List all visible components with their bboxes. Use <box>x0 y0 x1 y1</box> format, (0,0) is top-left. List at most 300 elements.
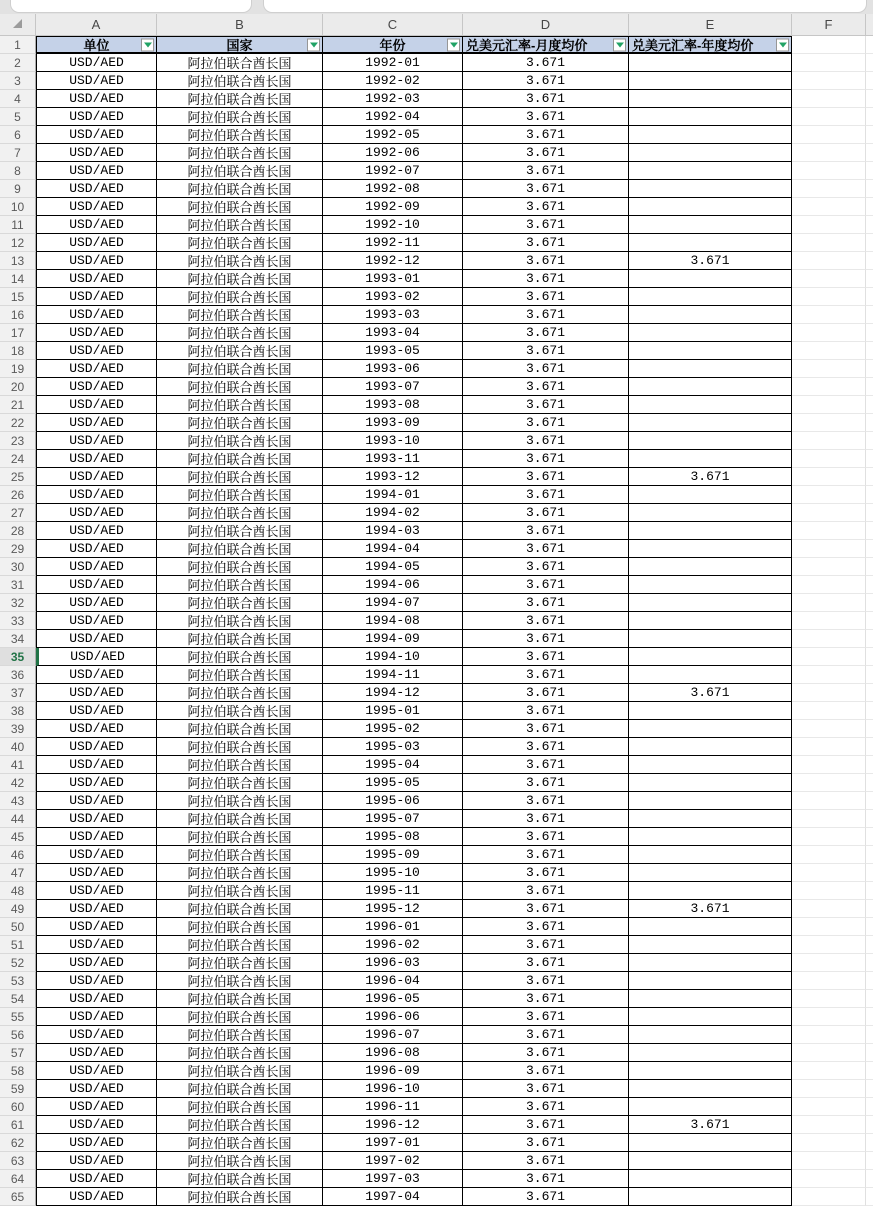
row-number[interactable]: 7 <box>0 144 36 162</box>
cell-empty-f[interactable] <box>792 252 866 270</box>
cell-empty-f[interactable] <box>792 324 866 342</box>
cell-yearly-rate[interactable] <box>629 306 792 324</box>
row-number[interactable]: 5 <box>0 108 36 126</box>
cell-empty-f[interactable] <box>792 1062 866 1080</box>
cell-yearly-rate[interactable] <box>629 342 792 360</box>
row-number[interactable]: 10 <box>0 198 36 216</box>
cell-empty-f[interactable] <box>792 126 866 144</box>
cell-monthly-rate[interactable]: 3.671 <box>463 306 629 324</box>
cell-date[interactable]: 1994-10 <box>323 648 463 666</box>
cell-yearly-rate[interactable] <box>629 126 792 144</box>
cell-empty-f[interactable] <box>792 288 866 306</box>
cell-date[interactable]: 1996-01 <box>323 918 463 936</box>
cell-country[interactable]: 阿拉伯联合酋长国 <box>157 540 323 558</box>
cell-empty-f[interactable] <box>792 1134 866 1152</box>
cell-country[interactable]: 阿拉伯联合酋长国 <box>157 504 323 522</box>
cell-date[interactable]: 1995-12 <box>323 900 463 918</box>
cell-monthly-rate[interactable]: 3.671 <box>463 126 629 144</box>
cell-unit[interactable]: USD/AED <box>36 72 157 90</box>
row-number[interactable]: 38 <box>0 702 36 720</box>
cell-empty-f[interactable] <box>792 630 866 648</box>
cell-yearly-rate[interactable] <box>629 1008 792 1026</box>
cell-yearly-rate[interactable] <box>629 1026 792 1044</box>
row-number[interactable]: 21 <box>0 396 36 414</box>
cell-monthly-rate[interactable]: 3.671 <box>463 900 629 918</box>
header-cell-country[interactable] <box>157 36 323 54</box>
cell-date[interactable]: 1996-06 <box>323 1008 463 1026</box>
cell-unit[interactable]: USD/AED <box>36 720 157 738</box>
cell-yearly-rate[interactable] <box>629 936 792 954</box>
cell-monthly-rate[interactable]: 3.671 <box>463 234 629 252</box>
cell-monthly-rate[interactable]: 3.671 <box>463 558 629 576</box>
cell-empty-f[interactable] <box>792 540 866 558</box>
cell-yearly-rate[interactable] <box>629 324 792 342</box>
cell-monthly-rate[interactable]: 3.671 <box>463 540 629 558</box>
cell-empty-f[interactable] <box>792 954 866 972</box>
cell-empty-f[interactable] <box>792 450 866 468</box>
cell-unit[interactable]: USD/AED <box>36 630 157 648</box>
cell-date[interactable]: 1994-08 <box>323 612 463 630</box>
cell-empty-f[interactable] <box>792 234 866 252</box>
cell-empty-f[interactable] <box>792 1170 866 1188</box>
cell-empty-f[interactable] <box>792 504 866 522</box>
cell-country[interactable]: 阿拉伯联合酋长国 <box>157 1152 323 1170</box>
cell-empty-f[interactable] <box>792 108 866 126</box>
cell-empty-f[interactable] <box>792 1116 866 1134</box>
cell-date[interactable]: 1995-01 <box>323 702 463 720</box>
cell-date[interactable]: 1997-01 <box>323 1134 463 1152</box>
cell-empty-f[interactable] <box>792 882 866 900</box>
cell-unit[interactable]: USD/AED <box>36 270 157 288</box>
cell-yearly-rate[interactable] <box>629 216 792 234</box>
cell-country[interactable]: 阿拉伯联合酋长国 <box>157 414 323 432</box>
cell-date[interactable]: 1994-09 <box>323 630 463 648</box>
column-header-f[interactable]: F <box>792 14 866 35</box>
cell-yearly-rate[interactable] <box>629 144 792 162</box>
row-number[interactable]: 37 <box>0 684 36 702</box>
cell-unit[interactable]: USD/AED <box>36 954 157 972</box>
cell-country[interactable]: 阿拉伯联合酋长国 <box>157 216 323 234</box>
cell-unit[interactable]: USD/AED <box>36 594 157 612</box>
cell-unit[interactable]: USD/AED <box>36 90 157 108</box>
column-header-d[interactable]: D <box>463 14 629 35</box>
row-number[interactable]: 62 <box>0 1134 36 1152</box>
cell-empty-f[interactable] <box>792 702 866 720</box>
cell-empty-f[interactable] <box>792 162 866 180</box>
cell-yearly-rate[interactable] <box>629 954 792 972</box>
cell-yearly-rate[interactable] <box>629 702 792 720</box>
row-number[interactable]: 57 <box>0 1044 36 1062</box>
cell-unit[interactable]: USD/AED <box>36 882 157 900</box>
cell-monthly-rate[interactable]: 3.671 <box>463 972 629 990</box>
cell-empty-f[interactable] <box>792 396 866 414</box>
row-number[interactable]: 23 <box>0 432 36 450</box>
cell-empty-f[interactable] <box>792 486 866 504</box>
cell-unit[interactable]: USD/AED <box>36 558 157 576</box>
row-number[interactable]: 45 <box>0 828 36 846</box>
cell-date[interactable]: 1995-07 <box>323 810 463 828</box>
cell-yearly-rate[interactable] <box>629 882 792 900</box>
cell-yearly-rate[interactable] <box>629 1062 792 1080</box>
cell-empty-f[interactable] <box>792 558 866 576</box>
cell-monthly-rate[interactable]: 3.671 <box>463 414 629 432</box>
formula-bar[interactable] <box>263 0 867 13</box>
cell-country[interactable]: 阿拉伯联合酋长国 <box>157 162 323 180</box>
cell-date[interactable]: 1992-03 <box>323 90 463 108</box>
row-number[interactable]: 44 <box>0 810 36 828</box>
cell-monthly-rate[interactable]: 3.671 <box>463 1044 629 1062</box>
cell-unit[interactable]: USD/AED <box>36 1080 157 1098</box>
cell-monthly-rate[interactable]: 3.671 <box>463 252 629 270</box>
cell-yearly-rate[interactable]: 3.671 <box>629 1116 792 1134</box>
cell-date[interactable]: 1993-01 <box>323 270 463 288</box>
cell-date[interactable]: 1997-03 <box>323 1170 463 1188</box>
cell-date[interactable]: 1992-10 <box>323 216 463 234</box>
cell-monthly-rate[interactable]: 3.671 <box>463 738 629 756</box>
cell-country[interactable]: 阿拉伯联合酋长国 <box>157 198 323 216</box>
cell-date[interactable]: 1996-07 <box>323 1026 463 1044</box>
cell-unit[interactable]: USD/AED <box>36 342 157 360</box>
cell-monthly-rate[interactable]: 3.671 <box>463 162 629 180</box>
filter-button-country[interactable] <box>307 38 320 51</box>
row-number[interactable]: 14 <box>0 270 36 288</box>
cell-country[interactable]: 阿拉伯联合酋长国 <box>157 468 323 486</box>
cell-yearly-rate[interactable] <box>629 450 792 468</box>
cell-empty-f[interactable] <box>792 720 866 738</box>
cell-unit[interactable]: USD/AED <box>36 936 157 954</box>
cell-date[interactable]: 1992-04 <box>323 108 463 126</box>
cell-country[interactable]: 阿拉伯联合酋长国 <box>157 1098 323 1116</box>
cell-empty-f[interactable] <box>792 594 866 612</box>
cell-country[interactable]: 阿拉伯联合酋长国 <box>157 576 323 594</box>
cell-monthly-rate[interactable]: 3.671 <box>463 72 629 90</box>
cell-date[interactable]: 1995-04 <box>323 756 463 774</box>
cell-yearly-rate[interactable] <box>629 864 792 882</box>
cell-monthly-rate[interactable]: 3.671 <box>463 648 629 666</box>
row-number[interactable]: 36 <box>0 666 36 684</box>
cell-monthly-rate[interactable]: 3.671 <box>463 936 629 954</box>
cell-monthly-rate[interactable]: 3.671 <box>463 594 629 612</box>
cell-monthly-rate[interactable]: 3.671 <box>463 918 629 936</box>
row-number[interactable]: 24 <box>0 450 36 468</box>
cell-date[interactable]: 1992-07 <box>323 162 463 180</box>
cell-unit[interactable]: USD/AED <box>36 666 157 684</box>
cell-monthly-rate[interactable]: 3.671 <box>463 468 629 486</box>
cell-monthly-rate[interactable]: 3.671 <box>463 774 629 792</box>
cell-yearly-rate[interactable] <box>629 810 792 828</box>
cell-country[interactable]: 阿拉伯联合酋长国 <box>157 594 323 612</box>
cell-date[interactable]: 1994-04 <box>323 540 463 558</box>
cell-monthly-rate[interactable]: 3.671 <box>463 378 629 396</box>
cell-country[interactable]: 阿拉伯联合酋长国 <box>157 54 323 72</box>
cell-unit[interactable]: USD/AED <box>36 990 157 1008</box>
cell-country[interactable]: 阿拉伯联合酋长国 <box>157 918 323 936</box>
cell-empty-f[interactable] <box>792 468 866 486</box>
cell-monthly-rate[interactable]: 3.671 <box>463 342 629 360</box>
cell-monthly-rate[interactable]: 3.671 <box>463 198 629 216</box>
cell-yearly-rate[interactable] <box>629 666 792 684</box>
cell-yearly-rate[interactable] <box>629 54 792 72</box>
cell-date[interactable]: 1993-03 <box>323 306 463 324</box>
cell-monthly-rate[interactable]: 3.671 <box>463 486 629 504</box>
cell-date[interactable]: 1995-08 <box>323 828 463 846</box>
cell-unit[interactable]: USD/AED <box>36 900 157 918</box>
cell-date[interactable]: 1994-05 <box>323 558 463 576</box>
row-number[interactable]: 41 <box>0 756 36 774</box>
row-number[interactable]: 29 <box>0 540 36 558</box>
cell-empty-f[interactable] <box>792 774 866 792</box>
cell-empty-f[interactable] <box>792 342 866 360</box>
cell-date[interactable]: 1992-02 <box>323 72 463 90</box>
cell-yearly-rate[interactable] <box>629 1080 792 1098</box>
cell-empty-f[interactable] <box>792 864 866 882</box>
cell-country[interactable]: 阿拉伯联合酋长国 <box>157 792 323 810</box>
cell-empty-f[interactable] <box>792 756 866 774</box>
cell-yearly-rate[interactable] <box>629 540 792 558</box>
cell-country[interactable]: 阿拉伯联合酋长国 <box>157 738 323 756</box>
cell-empty-f[interactable] <box>792 1188 866 1206</box>
cell-yearly-rate[interactable]: 3.671 <box>629 900 792 918</box>
filter-button-unit[interactable] <box>141 38 154 51</box>
cell-empty-f[interactable] <box>792 900 866 918</box>
cell-empty-f[interactable] <box>792 216 866 234</box>
cell-yearly-rate[interactable] <box>629 1098 792 1116</box>
cell-date[interactable]: 1995-11 <box>323 882 463 900</box>
row-number[interactable]: 33 <box>0 612 36 630</box>
row-number[interactable]: 35 <box>0 648 36 666</box>
header-cell-monthly-rate[interactable] <box>463 36 629 54</box>
cell-yearly-rate[interactable] <box>629 90 792 108</box>
cell-country[interactable]: 阿拉伯联合酋长国 <box>157 828 323 846</box>
cell-date[interactable]: 1992-06 <box>323 144 463 162</box>
cell-date[interactable]: 1996-04 <box>323 972 463 990</box>
cell-empty-f[interactable] <box>792 198 866 216</box>
cell-yearly-rate[interactable] <box>629 360 792 378</box>
cell-country[interactable]: 阿拉伯联合酋长国 <box>157 900 323 918</box>
cell-date[interactable]: 1993-10 <box>323 432 463 450</box>
cell-yearly-rate[interactable] <box>629 846 792 864</box>
cell-country[interactable]: 阿拉伯联合酋长国 <box>157 432 323 450</box>
cell-empty-f[interactable] <box>792 306 866 324</box>
cell-unit[interactable]: USD/AED <box>36 324 157 342</box>
cell-monthly-rate[interactable]: 3.671 <box>463 630 629 648</box>
cell-yearly-rate[interactable] <box>629 378 792 396</box>
cell-date[interactable]: 1994-03 <box>323 522 463 540</box>
cell-empty-f[interactable] <box>792 918 866 936</box>
cell-date[interactable]: 1993-11 <box>323 450 463 468</box>
cell-yearly-rate[interactable] <box>629 918 792 936</box>
cell-monthly-rate[interactable]: 3.671 <box>463 792 629 810</box>
row-number[interactable]: 60 <box>0 1098 36 1116</box>
cell-monthly-rate[interactable]: 3.671 <box>463 54 629 72</box>
cell-unit[interactable]: USD/AED <box>36 1026 157 1044</box>
cell-empty-f[interactable] <box>792 90 866 108</box>
cell-yearly-rate[interactable] <box>629 828 792 846</box>
column-header-c[interactable]: C <box>323 14 463 35</box>
cell-yearly-rate[interactable] <box>629 396 792 414</box>
cell-monthly-rate[interactable]: 3.671 <box>463 360 629 378</box>
column-header-e[interactable]: E <box>629 14 792 35</box>
cell-country[interactable]: 阿拉伯联合酋长国 <box>157 1026 323 1044</box>
cell-date[interactable]: 1996-09 <box>323 1062 463 1080</box>
cell-unit[interactable]: USD/AED <box>36 972 157 990</box>
cell-date[interactable]: 1996-02 <box>323 936 463 954</box>
row-number[interactable]: 54 <box>0 990 36 1008</box>
cell-monthly-rate[interactable]: 3.671 <box>463 1170 629 1188</box>
cell-date[interactable]: 1994-02 <box>323 504 463 522</box>
cell-date[interactable]: 1995-05 <box>323 774 463 792</box>
cell-unit[interactable]: USD/AED <box>36 216 157 234</box>
row-number[interactable]: 59 <box>0 1080 36 1098</box>
cell-unit[interactable]: USD/AED <box>36 1188 157 1206</box>
cell-yearly-rate[interactable] <box>629 558 792 576</box>
cell-yearly-rate[interactable] <box>629 486 792 504</box>
cell-date[interactable]: 1995-10 <box>323 864 463 882</box>
cell-country[interactable]: 阿拉伯联合酋长国 <box>157 486 323 504</box>
filter-button-year[interactable] <box>447 38 460 51</box>
cell-country[interactable]: 阿拉伯联合酋长国 <box>157 684 323 702</box>
row-number[interactable]: 53 <box>0 972 36 990</box>
cell-country[interactable]: 阿拉伯联合酋长国 <box>157 648 323 666</box>
cell-monthly-rate[interactable]: 3.671 <box>463 1026 629 1044</box>
cell-date[interactable]: 1992-11 <box>323 234 463 252</box>
cell-country[interactable]: 阿拉伯联合酋长国 <box>157 72 323 90</box>
row-number[interactable]: 9 <box>0 180 36 198</box>
cell-monthly-rate[interactable]: 3.671 <box>463 882 629 900</box>
cell-yearly-rate[interactable] <box>629 414 792 432</box>
row-number[interactable]: 27 <box>0 504 36 522</box>
cell-monthly-rate[interactable]: 3.671 <box>463 324 629 342</box>
cell-country[interactable]: 阿拉伯联合酋长国 <box>157 702 323 720</box>
cell-yearly-rate[interactable] <box>629 234 792 252</box>
cell-country[interactable]: 阿拉伯联合酋长国 <box>157 846 323 864</box>
cell-date[interactable]: 1992-09 <box>323 198 463 216</box>
row-number[interactable]: 34 <box>0 630 36 648</box>
row-number[interactable]: 20 <box>0 378 36 396</box>
cell-unit[interactable]: USD/AED <box>36 1116 157 1134</box>
cell-yearly-rate[interactable] <box>629 1170 792 1188</box>
cell-date[interactable]: 1993-04 <box>323 324 463 342</box>
cell-monthly-rate[interactable]: 3.671 <box>463 684 629 702</box>
row-number[interactable]: 63 <box>0 1152 36 1170</box>
cell-monthly-rate[interactable]: 3.671 <box>463 720 629 738</box>
cell-unit[interactable]: USD/AED <box>36 864 157 882</box>
cell-yearly-rate[interactable]: 3.671 <box>629 252 792 270</box>
cell-monthly-rate[interactable]: 3.671 <box>463 522 629 540</box>
cell-empty-f[interactable] <box>792 378 866 396</box>
cell-date[interactable]: 1993-06 <box>323 360 463 378</box>
cell-country[interactable]: 阿拉伯联合酋长国 <box>157 288 323 306</box>
cell-monthly-rate[interactable]: 3.671 <box>463 432 629 450</box>
cell-monthly-rate[interactable]: 3.671 <box>463 450 629 468</box>
row-number[interactable]: 42 <box>0 774 36 792</box>
cell-unit[interactable]: USD/AED <box>36 648 157 666</box>
cell-unit[interactable]: USD/AED <box>36 828 157 846</box>
cell-unit[interactable]: USD/AED <box>36 1134 157 1152</box>
cell-yearly-rate[interactable] <box>629 648 792 666</box>
row-number[interactable]: 47 <box>0 864 36 882</box>
row-number[interactable]: 64 <box>0 1170 36 1188</box>
cell-country[interactable]: 阿拉伯联合酋长国 <box>157 1044 323 1062</box>
cell-country[interactable]: 阿拉伯联合酋长国 <box>157 1062 323 1080</box>
cell-unit[interactable]: USD/AED <box>36 1152 157 1170</box>
cell-yearly-rate[interactable] <box>629 288 792 306</box>
row-number[interactable]: 43 <box>0 792 36 810</box>
cell-unit[interactable]: USD/AED <box>36 1062 157 1080</box>
cell-monthly-rate[interactable]: 3.671 <box>463 612 629 630</box>
row-number[interactable]: 30 <box>0 558 36 576</box>
cell-empty-f[interactable] <box>792 684 866 702</box>
cell-monthly-rate[interactable]: 3.671 <box>463 576 629 594</box>
cell-monthly-rate[interactable]: 3.671 <box>463 144 629 162</box>
cell-country[interactable]: 阿拉伯联合酋长国 <box>157 720 323 738</box>
cell-country[interactable]: 阿拉伯联合酋长国 <box>157 1188 323 1206</box>
cell-yearly-rate[interactable] <box>629 504 792 522</box>
cell-unit[interactable]: USD/AED <box>36 1008 157 1026</box>
select-all-corner[interactable] <box>0 14 36 35</box>
cell-unit[interactable]: USD/AED <box>36 180 157 198</box>
cell-empty-f[interactable] <box>792 1098 866 1116</box>
cell-empty-f[interactable] <box>792 612 866 630</box>
cell-unit[interactable]: USD/AED <box>36 738 157 756</box>
cell-unit[interactable]: USD/AED <box>36 396 157 414</box>
cell-unit[interactable]: USD/AED <box>36 468 157 486</box>
cell-unit[interactable]: USD/AED <box>36 198 157 216</box>
cell-country[interactable]: 阿拉伯联合酋长国 <box>157 450 323 468</box>
cell-unit[interactable]: USD/AED <box>36 576 157 594</box>
cell-empty-f[interactable] <box>792 180 866 198</box>
cell-yearly-rate[interactable] <box>629 756 792 774</box>
cell-country[interactable]: 阿拉伯联合酋长国 <box>157 324 323 342</box>
cell-monthly-rate[interactable]: 3.671 <box>463 180 629 198</box>
cell-date[interactable]: 1994-01 <box>323 486 463 504</box>
cell-monthly-rate[interactable]: 3.671 <box>463 216 629 234</box>
cell-empty-f[interactable] <box>792 1008 866 1026</box>
cell-unit[interactable]: USD/AED <box>36 450 157 468</box>
row-number[interactable]: 40 <box>0 738 36 756</box>
row-number[interactable]: 13 <box>0 252 36 270</box>
cell-monthly-rate[interactable]: 3.671 <box>463 1134 629 1152</box>
cell-country[interactable]: 阿拉伯联合酋长国 <box>157 342 323 360</box>
cell-monthly-rate[interactable]: 3.671 <box>463 864 629 882</box>
header-cell-unit[interactable] <box>36 36 157 54</box>
cell-unit[interactable]: USD/AED <box>36 612 157 630</box>
cell-country[interactable]: 阿拉伯联合酋长国 <box>157 306 323 324</box>
cell-country[interactable]: 阿拉伯联合酋长国 <box>157 936 323 954</box>
cell-date[interactable]: 1995-09 <box>323 846 463 864</box>
cell-monthly-rate[interactable]: 3.671 <box>463 1098 629 1116</box>
row-number[interactable]: 48 <box>0 882 36 900</box>
cell-date[interactable]: 1994-12 <box>323 684 463 702</box>
cell-unit[interactable]: USD/AED <box>36 162 157 180</box>
cell-empty-f[interactable] <box>792 936 866 954</box>
cell-monthly-rate[interactable]: 3.671 <box>463 504 629 522</box>
cell-date[interactable]: 1996-12 <box>323 1116 463 1134</box>
cell-yearly-rate[interactable] <box>629 270 792 288</box>
row-number[interactable]: 12 <box>0 234 36 252</box>
cell-country[interactable]: 阿拉伯联合酋长国 <box>157 810 323 828</box>
cell-yearly-rate[interactable] <box>629 1188 792 1206</box>
row-number[interactable]: 18 <box>0 342 36 360</box>
cell-yearly-rate[interactable] <box>629 1044 792 1062</box>
row-number[interactable]: 4 <box>0 90 36 108</box>
row-number[interactable]: 16 <box>0 306 36 324</box>
cell-yearly-rate[interactable] <box>629 594 792 612</box>
cell-country[interactable]: 阿拉伯联合酋长国 <box>157 90 323 108</box>
cell-unit[interactable]: USD/AED <box>36 792 157 810</box>
cell-unit[interactable]: USD/AED <box>36 288 157 306</box>
cell-country[interactable]: 阿拉伯联合酋长国 <box>157 180 323 198</box>
